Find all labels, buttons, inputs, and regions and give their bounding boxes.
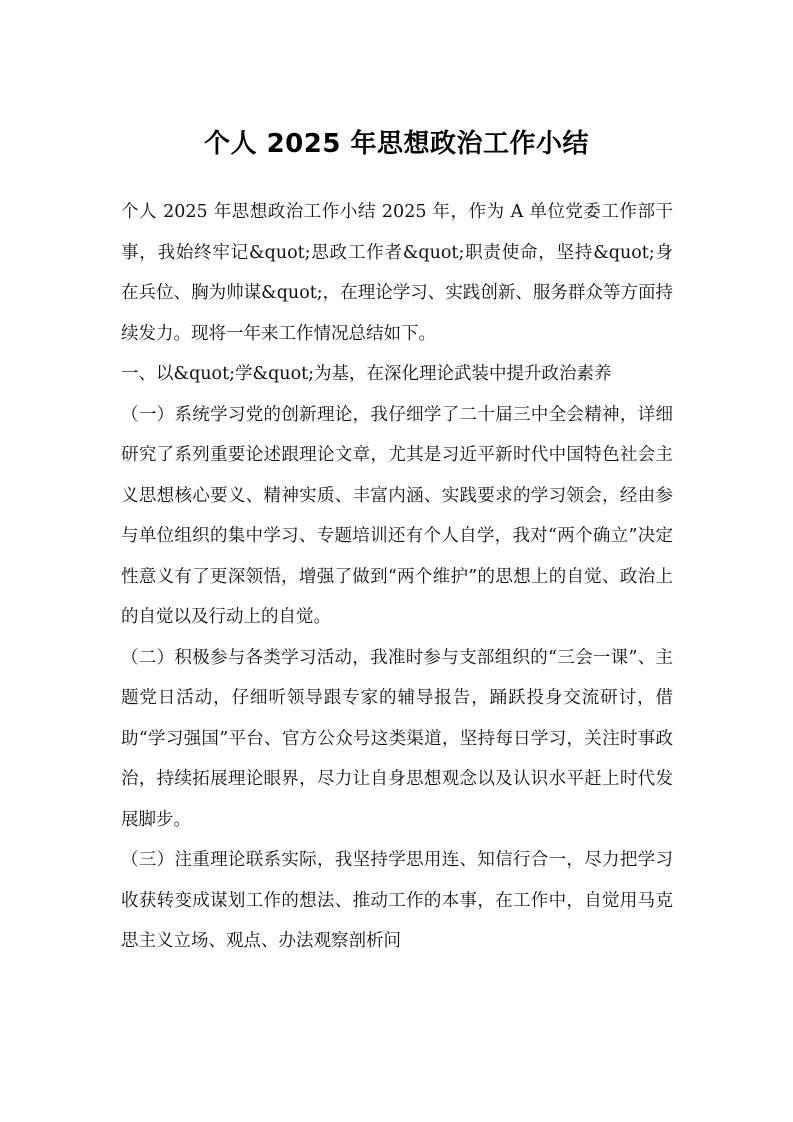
paragraph-1-1: （一）系统学习党的创新理论，我仔细学了二十届三中全会精神，详细研究了系列重要论述跟理论文章，尤其是习近平新时代中国特色社会主义思想核心要义、精神实质、丰富内涵、实践要求的学习领会，经由参与单位组织的集中学习、专题培训还有个人自学，我对“两个确立”决定性意义有了更深领悟，增强了做到“两个维护”的思想上的自觉、政治上的自觉以及行动上的自觉。: [121, 404, 673, 627]
document-body: [121, 192, 673, 962]
paragraph-1-2: （二）积极参与各类学习活动，我准时参与支部组织的“三会一课”、主题党日活动，仔细听领导跟专家的辅导报告，踊跃投身交流研讨，借助“学习强国”平台、官方公众号这类渠道，坚持每日学习，关注时事政治，持续拓展理论眼界，尽力让自身思想观念以及认识水平赶上时代发展脚步。: [121, 647, 673, 830]
paragraph-intro: 个人 2025 年思想政治工作小结 2025 年，作为 A 单位党委工作部干事，我始终牢记&quot;思政工作者&quot;职责使命，坚持&quot;身在兵位、胸为帅谋&quot;，在理论学习、实践创新、服务群众等方面持续发力。现将一年来工作情况总结如下。: [121, 202, 673, 344]
paragraph-1-3: （三）注重理论联系实际，我坚持学思用连、知信行合一，尽力把学习收获转变成谋划工作的想法、推动工作的本事，在工作中，自觉用马克思主义立场、观点、办法观察剖析问: [121, 850, 673, 951]
document-title: 个人 2025 年思想政治工作小结: [204, 129, 589, 159]
section-heading-1: 一、以&quot;学&quot;为基，在深化理论武装中提升政治素养: [121, 364, 612, 384]
